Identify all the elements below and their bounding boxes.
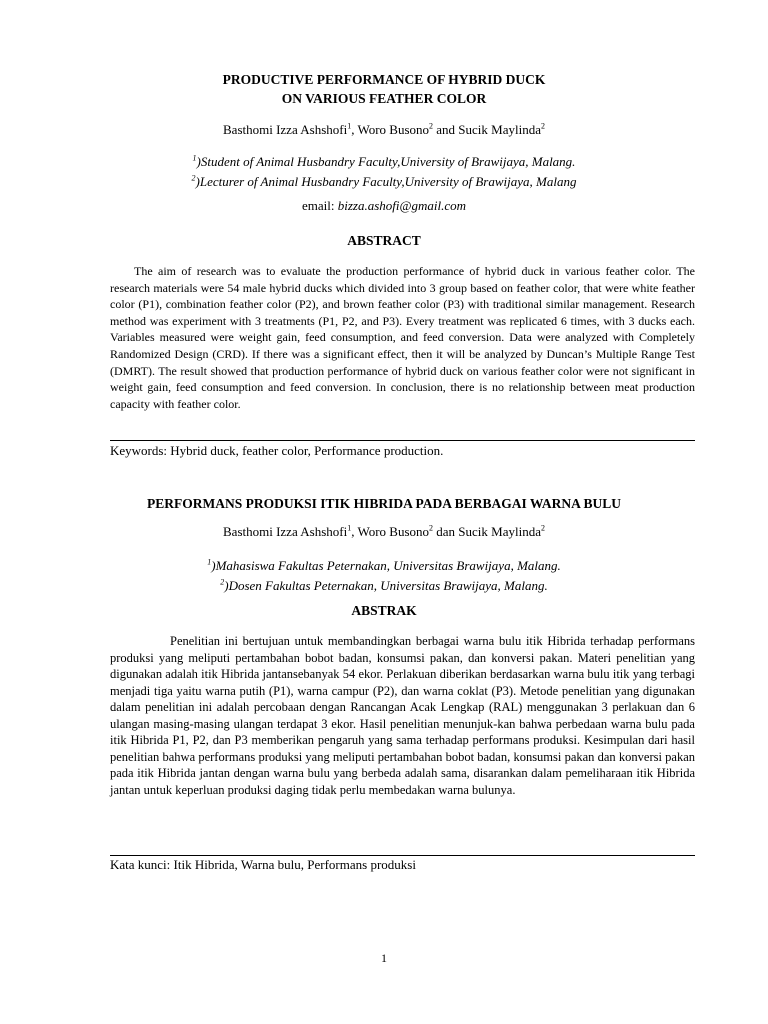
author-name: Basthomi Izza Ashshofi (223, 524, 348, 539)
abstract-body (110, 263, 695, 412)
abstrak-heading: ABSTRAK (351, 603, 417, 618)
abstract-text: The aim of research was to evaluate the production performance of hybrid duck in various feather color. The research materials were 54 male hybrid ducks which divided into 3 group based on feather color, that were white feather color (P1), combination feather color (P2), and brown feather color (P3) with traditional similar management. Research method was experiment with 3 treatments (P1, P2, and P3). Every treatment was replicated 6 times, with 3 ducks each. Variables measured were weight gain, feed consumption, and feed conversion. Data were analyzed with Completely Randomized Design (CRD). If there was a significant effect, then it will be analyzed by Duncan’s Multiple Range Test (DMRT). The result showed that production performance of hybrid duck on various feather color were not significant in weight gain, feed consumption and feed conversion. In conclusion, there is no relationship between meat production capacity with feather color. (110, 264, 695, 411)
author-affil-mark: 2 (429, 523, 434, 533)
keywords: Keywords: Hybrid duck, feather color, Performance production. (110, 443, 444, 458)
author-affil-mark: 1 (347, 121, 352, 131)
affiliation-line: $^1$)Mahasiswa Fakultas Peternakan, Universitas Brawijaya, Malang. (207, 557, 561, 573)
abstract-heading: ABSTRACT (347, 233, 421, 248)
affiliation-line: $^2$)Lecturer of Animal Husbandry Faculty,University of Brawijaya, Malang (191, 173, 577, 189)
divider (110, 440, 695, 441)
indonesian-authors (0, 524, 768, 540)
affiliation-line: $^2$)Dosen Fakultas Peternakan, Universitas Brawijaya, Malang. (220, 577, 548, 593)
indonesian-title: PERFORMANS PRODUKSI ITIK HIBRIDA PADA BERBAGAI WARNA BULU (147, 496, 621, 511)
author-name: , Woro Busono (351, 524, 430, 539)
email-label: email: (302, 198, 338, 213)
english-authors (0, 122, 768, 138)
author-name: dan Sucik Maylinda (433, 524, 541, 539)
indonesian-affiliations (0, 556, 768, 596)
abstrak-text: Penelitian ini bertujuan untuk membandingkan berbagai warna bulu itik Hibrida terhadap performans produksi yang meliputi pertambahan bobot badan, konsumsi pakan, dan konversi pakan. Materi penelitian yang digunakan adalah itik Hibrida jantansebanyak 54 ekor. Perlakuan diberikan berdasarkan warna bulu itik yang terbagi menjadi tiga yaitu warna putih (P1), warna campur (P2), dan warna coklat (P3). Metode penelitian yang digunakan dalam penelitian ini adalah percobaan dengan Rancangan Acak Lengkap (RAL) menggunakan 3 perlakuan dan 6 ulangan masing-masing ulangan terdapat 3 ekor. Hasil penelitian menunjuk-kan bahwa perbedaan warna bulu pada itik Hibrida P1, P2, dan P3 memberikan pengaruh yang sama terhadap performans produksi. Kesimpulan dari hasil penelitian bahwa performans produksi yang meliputi pertambahan bobot badan, konsumsi pakan dan konversi pakan pada itik Hibrida jantan dengan warna bulu yang berbeda adalah sama, disarankan dalam pemeliharaan itik Hibrida jantan untuk keperluan produksi daging tidak perlu membedakan warna bulunya. (110, 634, 695, 797)
abstrak-body (110, 633, 695, 798)
author-name: Basthomi Izza Ashshofi (223, 122, 348, 137)
author-name: , Woro Busono (351, 122, 430, 137)
english-title-line2: ON VARIOUS FEATHER COLOR (281, 91, 487, 106)
author-affil-mark: 2 (541, 121, 545, 131)
english-affiliations (0, 152, 768, 192)
english-title-line1: PRODUCTIVE PERFORMANCE OF HYBRID DUCK (222, 72, 546, 87)
email-address: bizza.ashofi@gmail.com (337, 198, 466, 213)
page-number: 1 (381, 951, 387, 965)
english-title (0, 70, 768, 108)
divider (110, 855, 695, 856)
affiliation-line: $^1$)Student of Animal Husbandry Faculty,University of Brawijaya, Malang. (192, 153, 576, 169)
kata-kunci: Kata kunci: Itik Hibrida, Warna bulu, Performans produksi (110, 857, 416, 872)
author-name: and Sucik Maylinda (433, 122, 541, 137)
author-affil-mark: 2 (541, 523, 545, 533)
author-affil-mark: 1 (347, 523, 352, 533)
author-affil-mark: 2 (429, 121, 434, 131)
email-line (0, 198, 768, 214)
